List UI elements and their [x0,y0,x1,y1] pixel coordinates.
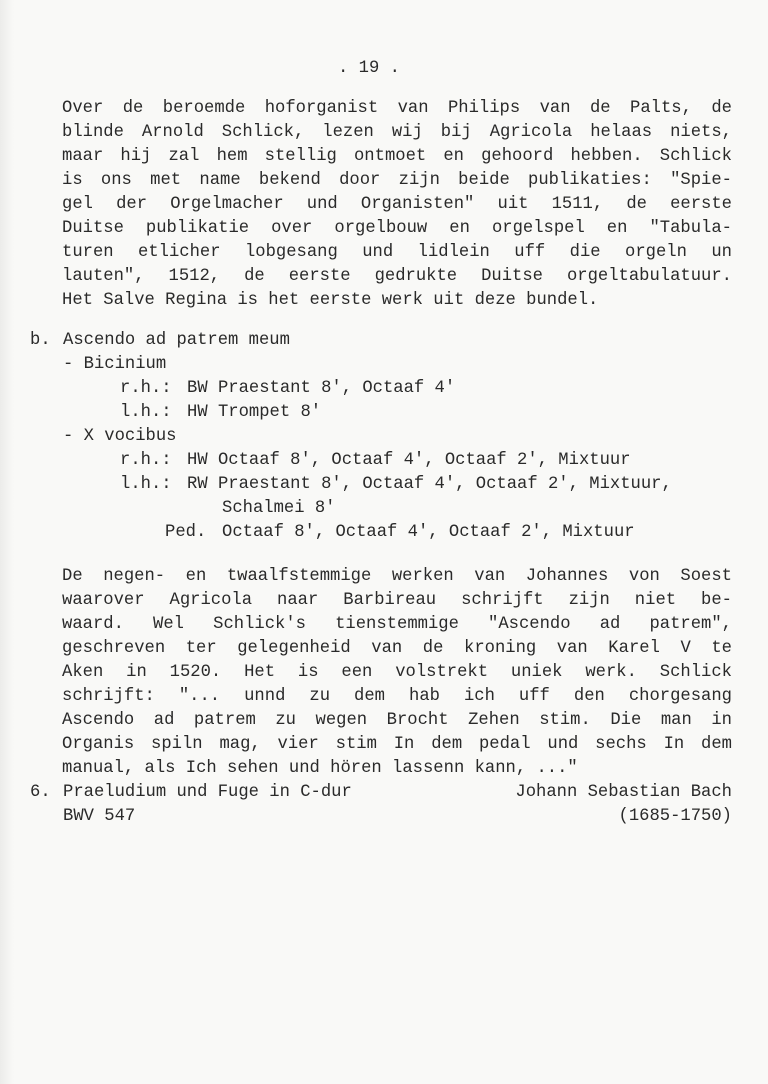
page-number: . 19 . [338,59,400,78]
text-line: Organis spiln mag, vier stim In dem pedal und sechs In dem [62,735,732,754]
page-edge-shadow [0,0,14,1084]
text-line: De negen- en twaalfstemmige werken van Johannes von Soest [62,567,732,586]
hand-label: l.h.: [120,403,172,422]
composer-name: Johann Sebastian Bach [515,783,732,802]
part-label-x-vocibus: - X vocibus [63,427,177,446]
text-line: maar hij zal hem stellig ontmoet en gehoord hebben. Schlick [62,147,732,166]
work-title: Praeludium und Fuge in C-dur [63,783,352,802]
section-marker: b. [30,331,51,350]
text-line: Over de beroemde hoforganist van Philips van de Palts, de [62,99,732,118]
composer-dates: (1685-1750) [618,807,732,826]
hand-label: r.h.: [120,451,172,470]
text-line: manual, als Ich sehen und hören lassenn kann, ..." [62,759,578,778]
section-title: Ascendo ad patrem meum [63,331,290,350]
text-line: blinde Arnold Schlick, lezen wij bij Agricola helaas niets, [62,123,732,142]
stops-continuation: Schalmei 8' [222,499,336,518]
pedal-label: Ped. [165,523,207,542]
text-line: lauten", 1512, de eerste gedrukte Duitse orgeltabulatuur. [62,267,732,286]
text-line: is ons met name bekend door zijn beide publikaties: "Spie- [62,171,732,190]
text-line: schrijft: "... unnd zu dem hab ich uff den chorgesang [62,687,732,706]
work-catalog-number: BWV 547 [63,807,136,826]
item-number: 6. [30,783,51,802]
stops-list: HW Octaaf 8', Octaaf 4', Octaaf 2', Mixtuur [187,451,631,470]
text-line: Aken in 1520. Het is een volstrekt uniek werk. Schlick [62,663,732,682]
text-line: Ascendo ad patrem zu wegen Brocht Zehen stim. Die man in [62,711,732,730]
text-line: geschreven ter gelegenheid van de kroning van Karel V te [62,639,732,658]
text-line: Het Salve Regina is het eerste werk uit deze bundel. [62,291,599,310]
text-line: turen etlicher lobgesang und lidlein uff die orgeln un [62,243,732,262]
text-line: Duitse publikatie over orgelbouw en orgelspel en "Tabula- [62,219,732,238]
text-line: waarover Agricola naar Barbireau schrijft zijn niet be- [62,591,732,610]
stops-list: BW Praestant 8', Octaaf 4' [187,379,456,398]
stops-list: RW Praestant 8', Octaaf 4', Octaaf 2', Mixtuur, [187,475,672,494]
text-line: waard. Wel Schlick's tienstemmige "Ascendo ad patrem", [62,615,732,634]
stops-list: HW Trompet 8' [187,403,322,422]
hand-label: l.h.: [120,475,172,494]
text-line: gel der Orgelmacher und Organisten" uit 1511, de eerste [62,195,732,214]
hand-label: r.h.: [120,379,172,398]
stops-list: Octaaf 8', Octaaf 4', Octaaf 2', Mixtuur [222,523,635,542]
part-label-bicinium: - Bicinium [63,355,167,374]
